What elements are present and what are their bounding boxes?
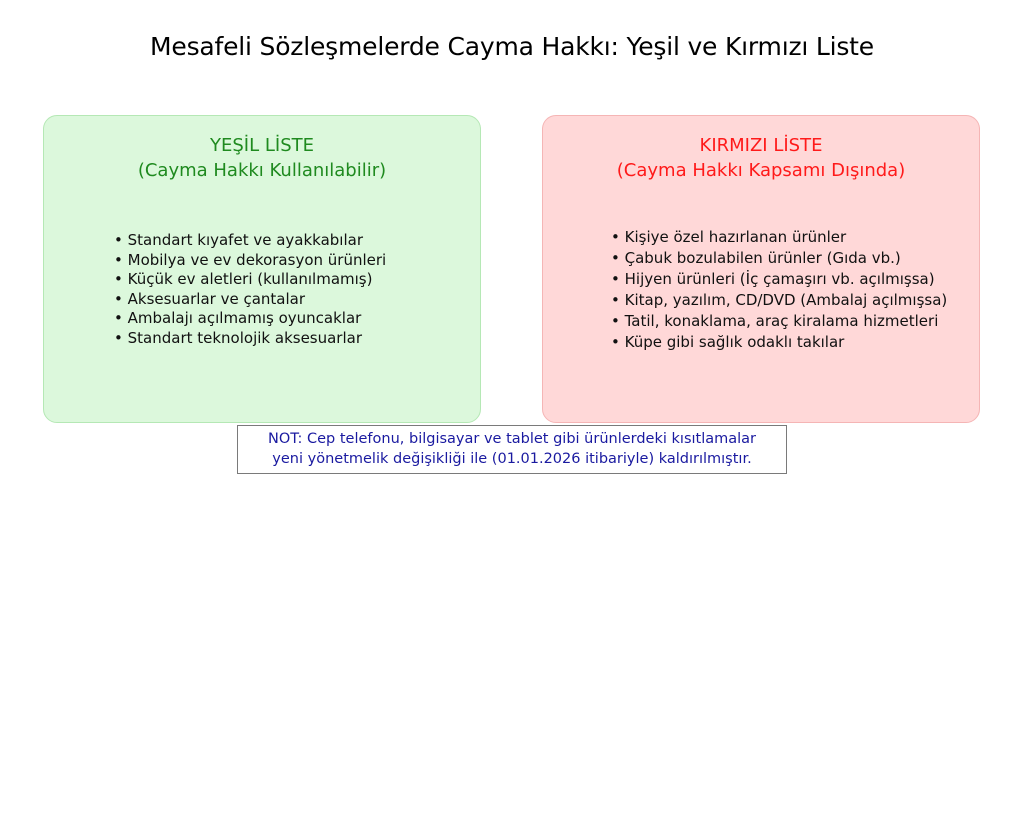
list-item: • Standart teknolojik aksesuarlar bbox=[114, 329, 386, 349]
red-list-heading bbox=[543, 133, 979, 183]
list-item: • Ambalajı açılmamış oyuncaklar bbox=[114, 309, 386, 329]
page-title: Mesafeli Sözleşmelerde Cayma Hakkı: Yeşil ve Kırmızı Liste bbox=[150, 32, 874, 61]
note-box bbox=[237, 425, 787, 474]
list-item: • Tatil, konaklama, araç kiralama hizmetleri bbox=[611, 311, 947, 332]
red-list-title: KIRMIZI LİSTE bbox=[699, 135, 823, 156]
list-item: • Hijyen ürünleri (İç çamaşırı vb. açılmışsa) bbox=[611, 269, 947, 290]
red-list-subtitle: (Cayma Hakkı Kapsamı Dışında) bbox=[616, 160, 906, 181]
red-list-items bbox=[611, 227, 947, 353]
red-list-panel bbox=[542, 115, 980, 423]
note-line: NOT: Cep telefonu, bilgisayar ve tablet gibi ürünlerdeki kısıtlamalar bbox=[267, 431, 757, 447]
green-list-title: YEŞİL LİSTE bbox=[210, 135, 314, 156]
list-item: • Kişiye özel hazırlanan ürünler bbox=[611, 227, 947, 248]
list-item: • Küçük ev aletleri (kullanılmamış) bbox=[114, 270, 386, 290]
list-item: • Standart kıyafet ve ayakkabılar bbox=[114, 231, 386, 251]
list-item: • Kitap, yazılım, CD/DVD (Ambalaj açılmışsa) bbox=[611, 290, 947, 311]
list-item: • Mobilya ve ev dekorasyon ürünleri bbox=[114, 251, 386, 271]
note-line: yeni yönetmelik değişikliği ile (01.01.2026 itibariyle) kaldırılmıştır. bbox=[272, 451, 752, 467]
green-list-subtitle: (Cayma Hakkı Kullanılabilir) bbox=[137, 160, 387, 181]
green-list-items bbox=[114, 231, 386, 349]
green-list-panel bbox=[43, 115, 481, 423]
list-item: • Küpe gibi sağlık odaklı takılar bbox=[611, 332, 947, 353]
list-item: • Aksesuarlar ve çantalar bbox=[114, 290, 386, 310]
green-list-heading bbox=[44, 133, 480, 183]
list-item: • Çabuk bozulabilen ürünler (Gıda vb.) bbox=[611, 248, 947, 269]
